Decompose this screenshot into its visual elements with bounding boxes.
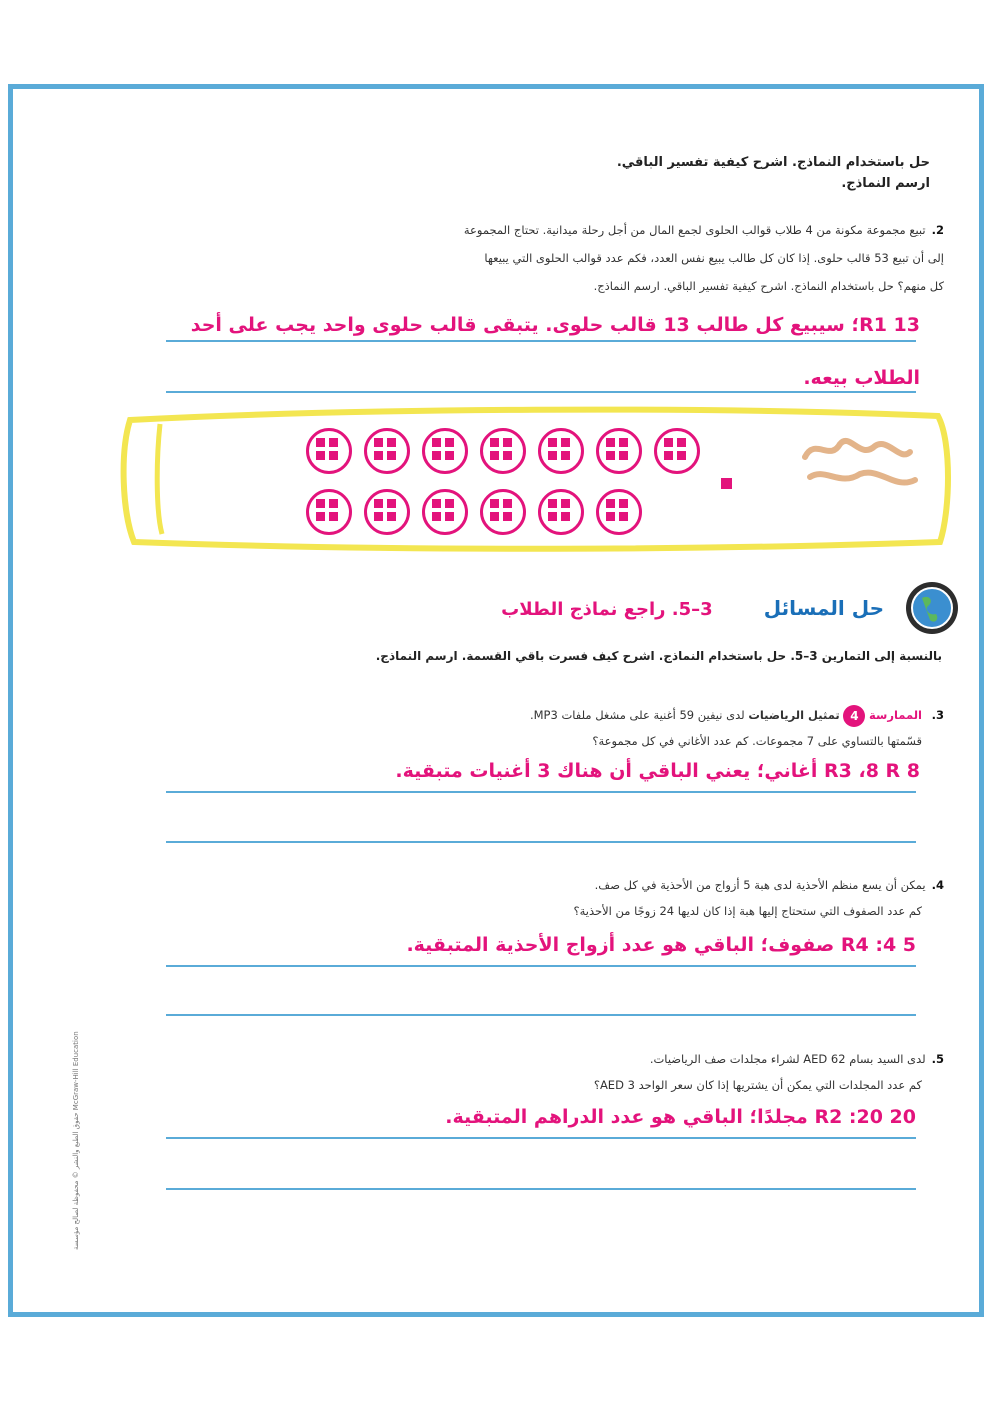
- model-unit-square: [503, 438, 512, 447]
- question-text: لدى نيفين 59 أغنية على مشغل ملفات MP3.: [529, 708, 745, 722]
- model-unit-square: [445, 499, 454, 508]
- answer-line: [166, 965, 916, 967]
- instructions-line-1: حل باستخدام النماذج. اشرح كيفية تفسير الباقي.: [616, 155, 930, 170]
- model-unit-square: [619, 438, 628, 447]
- model-unit-square: [432, 451, 441, 460]
- answer-4: R4 :4 5 صفوف؛ الباقي هو عدد أزواج الأحذية المتبقية.: [406, 934, 916, 956]
- model-unit-square: [561, 451, 570, 460]
- question-number: 5.: [931, 1052, 944, 1066]
- model-unit-square: [619, 451, 628, 460]
- answer-line: [166, 340, 916, 342]
- question-2: [164, 216, 944, 300]
- answer-line: [166, 391, 916, 393]
- model-unit-square: [316, 451, 325, 460]
- highlight-outline: [124, 410, 948, 549]
- question-text: قسّمتها بالتساوي على 7 مجموعات. كم عدد الأغاني في كل مجموعة؟: [592, 734, 922, 748]
- model-unit-square: [316, 499, 325, 508]
- question-number: 4.: [931, 878, 944, 892]
- model-unit-square: [490, 451, 499, 460]
- instructions: [617, 155, 930, 191]
- question-text: يمكن أن يسع منظم الأحذية لدى هبة 5 أزواج من الأحذية في كل صف.: [594, 878, 926, 892]
- model-unit-square: [374, 451, 383, 460]
- model-unit-square: [664, 451, 673, 460]
- model-circle: [596, 428, 642, 474]
- answer-line: [166, 1014, 916, 1016]
- answer-5: R2 :20 20 مجلدًا؛ الباقي هو عدد الدراهم المتبقية.: [445, 1106, 916, 1128]
- model-circle: [422, 428, 468, 474]
- model-unit-square: [329, 438, 338, 447]
- model-unit-square: [445, 451, 454, 460]
- answer-2-line-2: الطلاب بيعه.: [803, 367, 920, 389]
- model-unit-square: [606, 451, 615, 460]
- question-text: كم عدد المجلدات التي يمكن أن يشتريها إذا كان سعر الواحد 3 AED؟: [593, 1078, 922, 1092]
- question-4: [164, 872, 944, 924]
- model-unit-square: [374, 512, 383, 521]
- model-unit-square: [606, 499, 615, 508]
- model-unit-square: [387, 499, 396, 508]
- model-unit-square: [445, 438, 454, 447]
- question-text: تبيع مجموعة مكونة من 4 طلاب قوالب الحلوى لجمع المال من أجل رحلة ميدانية. تحتاج المجموعة: [463, 223, 926, 237]
- model-unit-square: [490, 438, 499, 447]
- question-number: 2.: [931, 223, 944, 237]
- practice-description: تمثيل الرياضيات: [748, 708, 840, 722]
- question-number: 3.: [931, 708, 944, 722]
- question-3: [164, 702, 944, 754]
- question-text: لدى السيد بسام 62 AED لشراء مجلدات صف الرياضيات.: [649, 1052, 926, 1066]
- section-header: [501, 596, 884, 620]
- question-text: كل منهم؟ حل باستخدام النماذج. اشرح كيفية تفسير الباقي. ارسم النماذج.: [593, 279, 944, 293]
- instructions-line-2: ارسم النماذج.: [841, 176, 930, 191]
- answer-line: [166, 841, 916, 843]
- remainder-square: [721, 478, 732, 489]
- model-unit-square: [606, 438, 615, 447]
- model-unit-square: [329, 451, 338, 460]
- model-unit-square: [432, 438, 441, 447]
- model-unit-square: [490, 499, 499, 508]
- model-unit-square: [503, 499, 512, 508]
- model-unit-square: [374, 499, 383, 508]
- model-unit-square: [561, 499, 570, 508]
- model-unit-square: [677, 451, 686, 460]
- model-circle: [422, 489, 468, 535]
- model-unit-square: [387, 512, 396, 521]
- model-unit-square: [606, 512, 615, 521]
- model-unit-square: [548, 451, 557, 460]
- model-unit-square: [374, 438, 383, 447]
- model-unit-square: [432, 499, 441, 508]
- model-unit-square: [561, 438, 570, 447]
- model-unit-square: [503, 451, 512, 460]
- section-subtitle: 3–5. راجع نماذج الطلاب: [501, 599, 713, 620]
- copyright-note: حقوق الطبع والنشر © محفوظة لصالح مؤسسة McGraw-Hill Education: [72, 1031, 80, 1250]
- model-unit-square: [316, 438, 325, 447]
- model-circle: [538, 489, 584, 535]
- question-text: كم عدد الصفوف التي ستحتاج إليها هبة إذا كان لديها 24 زوجًا من الأحذية؟: [573, 904, 922, 918]
- handwritten-scribble: [805, 441, 915, 483]
- model-circle: [596, 489, 642, 535]
- highlight-stroke: [157, 424, 162, 534]
- answer-line: [166, 1137, 916, 1139]
- model-unit-square: [548, 499, 557, 508]
- globe-icon: [904, 580, 960, 636]
- model-unit-square: [329, 499, 338, 508]
- model-unit-square: [561, 512, 570, 521]
- model-circle: [306, 428, 352, 474]
- model-unit-square: [432, 512, 441, 521]
- answer-2-line-1: 13 R1؛ سيبيع كل طالب 13 قالب حلوى. يتبقى قالب حلوى واحد يجب على أحد: [190, 314, 920, 336]
- model-circle: [480, 489, 526, 535]
- question-text: إلى أن تبيع 53 قالب حلوى. إذا كان كل طالب يبيع نفس العدد، فكم عدد قوالب الحلوى التي يبيعها: [484, 251, 944, 265]
- model-circle: [538, 428, 584, 474]
- model-circle: [364, 489, 410, 535]
- model-circle: [306, 489, 352, 535]
- question-5: [164, 1046, 944, 1098]
- model-unit-square: [387, 451, 396, 460]
- model-unit-square: [548, 438, 557, 447]
- model-unit-square: [445, 512, 454, 521]
- model-unit-square: [664, 438, 673, 447]
- model-unit-square: [329, 512, 338, 521]
- model-unit-square: [548, 512, 557, 521]
- model-unit-square: [490, 512, 499, 521]
- model-unit-square: [503, 512, 512, 521]
- practice-badge: 4: [843, 705, 865, 727]
- answer-line: [166, 791, 916, 793]
- model-circle: [480, 428, 526, 474]
- practice-label: الممارسة: [869, 708, 922, 722]
- model-circle: [654, 428, 700, 474]
- model-highlight: [110, 402, 960, 562]
- answer-line: [166, 1188, 916, 1190]
- model-unit-square: [316, 512, 325, 521]
- section-instruction: بالنسبة إلى التمارين 3–5. حل باستخدام النماذج. اشرح كيف فسرت باقي القسمة. ارسم النماذج.: [375, 649, 942, 663]
- model-circle: [364, 428, 410, 474]
- section-title: حل المسائل: [763, 596, 884, 620]
- model-unit-square: [677, 438, 686, 447]
- model-unit-square: [387, 438, 396, 447]
- answer-3: R3 ،8 R 8 أغاني؛ يعني الباقي أن هناك 3 أغنيات متبقية.: [395, 760, 920, 782]
- model-unit-square: [619, 512, 628, 521]
- model-unit-square: [619, 499, 628, 508]
